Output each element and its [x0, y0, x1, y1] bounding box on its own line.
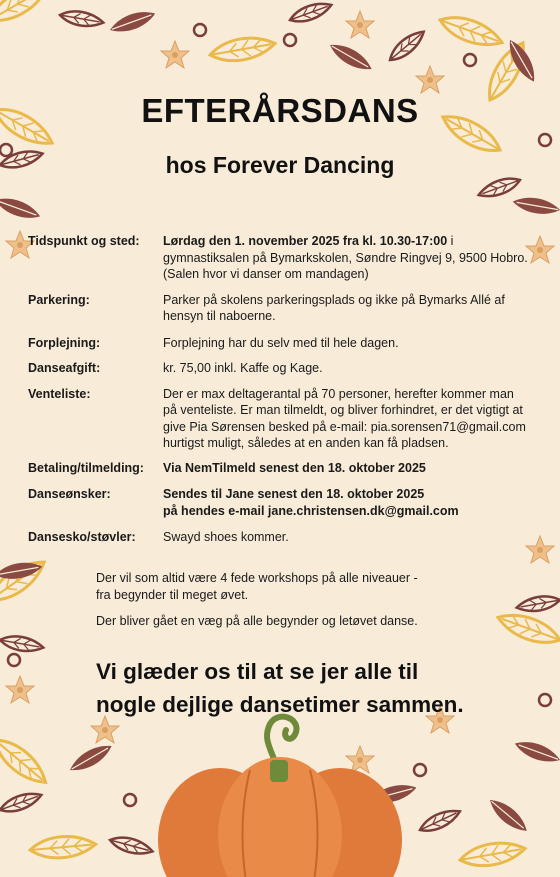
detail-value: [163, 335, 528, 352]
flyer-subtitle: hos Forever Dancing: [165, 152, 395, 178]
detail-line: hurtigst muligt, således at en anden kan få pladsen.: [163, 436, 449, 450]
detail-line: Der er max deltagerantal på 70 personer, herefter kommer man: [163, 386, 514, 401]
detail-value: [163, 529, 528, 546]
detail-line: Sendes til Jane senest den 18. oktober 2025: [163, 487, 425, 501]
detail-value: [163, 460, 528, 477]
detail-value: [163, 386, 528, 452]
detail-line: hensyn til naboerne.: [163, 309, 276, 323]
detail-line: Lørdag den 1. november 2025 fra kl. 10.30-17:00 i: [163, 234, 454, 248]
detail-line: gymnastiksalen på Bymarkskolen, Søndre Ringvej 9, 9500 Hobro.: [163, 250, 528, 265]
detail-label: Danseafgift:: [28, 361, 101, 375]
workshops-note: Der vil som altid være 4 fede workshops på alle niveauer - fra begynder til meget øvet.: [96, 571, 418, 602]
detail-line: Swayd shoes kommer.: [163, 530, 289, 544]
detail-line: Parker på skolens parkeringsplads og ikke på Bymarks Allé af: [163, 292, 505, 307]
detail-label: Danseønsker:: [28, 487, 111, 501]
detail-label: Venteliste:: [28, 386, 91, 401]
detail-label: Tidspunkt og sted:: [28, 234, 140, 248]
detail-row-parking: [28, 292, 528, 325]
detail-line: kr. 75,00 inkl. Kaffe og Kage.: [163, 361, 323, 375]
detail-value: [163, 486, 528, 519]
detail-row-waitlist: [28, 386, 528, 452]
detail-line: Forplejning har du selv med til hele dagen.: [163, 335, 399, 350]
detail-label: Betaling/tilmelding:: [28, 460, 144, 475]
detail-row-dance-wishes: [28, 486, 528, 519]
dances-note: Der bliver gået en væg på alle begynder og letøvet danse.: [96, 614, 418, 628]
detail-label: Dansesko/støvler:: [28, 530, 136, 544]
detail-line: give Pia Sørensen besked på e-mail: pia.sorensen71@gmail.com: [163, 419, 526, 434]
detail-row-catering: [28, 335, 528, 352]
detail-value: [163, 360, 528, 377]
detail-line: på hendes e-mail jane.christensen.dk@gmail.com: [163, 503, 459, 518]
flyer-title: EFTERÅRSDANS: [141, 92, 419, 129]
detail-row-shoes: [28, 529, 528, 546]
detail-line: på venteliste. Er man tilmeldt, og bliver forhindret, er det vigtigt at: [163, 403, 523, 417]
detail-label: Parkering:: [28, 292, 90, 307]
detail-row-time-place: [28, 233, 528, 283]
detail-line: Via NemTilmeld senest den 18. oktober 2025: [163, 460, 426, 475]
detail-label: Forplejning:: [28, 335, 101, 350]
detail-value: [163, 292, 528, 325]
detail-row-fee: [28, 360, 528, 377]
detail-row-payment: [28, 460, 528, 477]
closing-message: Vi glæder os til at se jer alle til nogle dejlige dansetimer sammen.: [96, 659, 464, 717]
detail-line: (Salen hvor vi danser om mandagen): [163, 267, 369, 281]
detail-value: [163, 233, 528, 283]
event-details: [28, 233, 528, 546]
